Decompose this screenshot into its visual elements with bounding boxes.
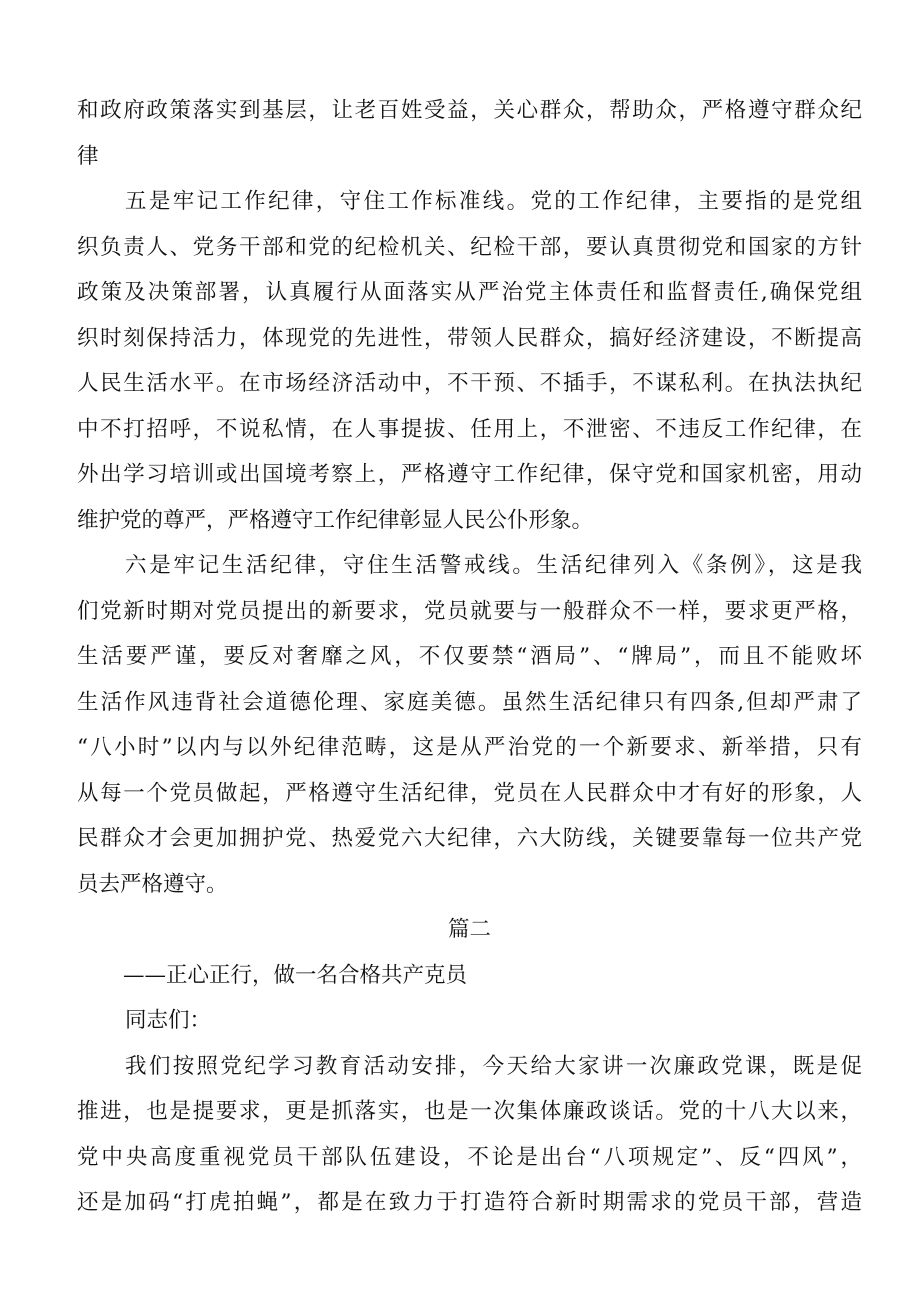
salutation: 同志们：: [125, 1008, 212, 1033]
text-line: “八小时”以内与以外纪律范畴，这是从严治党的一个新要求、新举措，只有: [77, 735, 862, 760]
section-title: 篇二: [447, 917, 491, 942]
paragraph-heading-line: 六是牢记生活纪律，守住生活警戒线。生活纪律列入《条例》，这是我: [125, 553, 862, 578]
text-line: 织负责人、党务干部和党的纪检机关、纪检干部，要认真贯彻党和国家的方针: [77, 234, 862, 260]
text-line: 推进，也是提要求，更是抓落实，也是一次集体廉政谈话。党的十八大以来，: [77, 1099, 862, 1124]
text-line: 还是加码“打虎拍蝇”，都是在致力于打造符合新时期需求的党员干部，营造: [77, 1190, 862, 1215]
paragraph-heading-line: 五是牢记工作纪律，守住工作标准线。党的工作纪律，主要指的是党组: [125, 189, 862, 214]
text-line: 们党新时期对党员提出的新要求，党员就要与一般群众不一样，要求更严格，: [77, 598, 862, 624]
text-line: 维护党的尊严，严格遵守工作纪律彰显人民公仆形象。: [77, 507, 594, 533]
text-line: 中不打招呼，不说私情，在人事提拔、任用上，不泄密、不违反工作纪律，在: [77, 416, 862, 442]
text-line: 外出学习培训或出国境考察上，严格遵守工作纪律，保守党和国家机密，用动: [77, 462, 862, 487]
text-line: 织时刻保持活力，体现党的先进性，带领人民群众，搞好经济建设，不断提高: [77, 325, 862, 351]
text-line: 生活要严谨，要反对奢靡之风，不仅要禁“酒局”、“牌局”，而且不能败坏: [77, 644, 862, 669]
text-line: 从每一个党员做起，严格遵守生活纪律，党员在人民群众中才有好的形象，人: [77, 780, 862, 806]
text-line: 政策及决策部署，认真履行从面落实从严治党主体责任和监督责任,确保党组: [77, 280, 862, 305]
text-line: 人民生活水平。在市场经济活动中，不干预、不插手，不谋私利。在执法执纪: [77, 371, 862, 396]
text-line: 我们按照党纪学习教育活动安排，今天给大家讲一次廉政党课，既是促: [125, 1053, 862, 1079]
text-line: 党中央高度重视党员干部队伍建设，不论是出台“八项规定”、反“四风”，: [77, 1144, 862, 1170]
text-line: 生活作风违背社会道德伦理、家庭美德。虽然生活纪律只有四条,但却严肃了: [77, 689, 862, 715]
section-subtitle: ——正心正行，做一名合格共产克员: [123, 962, 468, 988]
text-line: 员去严格遵守。: [77, 871, 228, 897]
text-line: 民群众才会更加拥护党、热爱党六大纪律，六大防线，关键要靠每一位共产党: [77, 826, 862, 851]
text-line: 律: [77, 143, 99, 169]
text-line: 和政府政策落实到基层，让老百姓受益，关心群众，帮助众，严格遵守群众纪: [77, 98, 862, 123]
